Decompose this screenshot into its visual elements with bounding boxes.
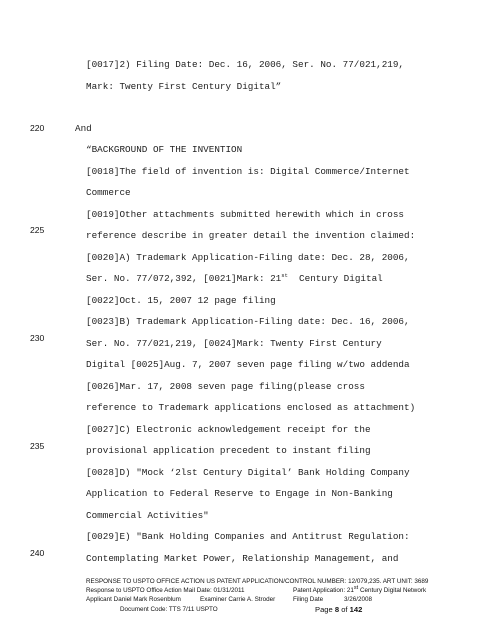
text-line: [0019]Other attachments submitted herewith which in cross bbox=[86, 209, 405, 220]
footer-applicant: Applicant Daniel Mark Rosenblum bbox=[86, 596, 181, 603]
text-line: [0028]D) "Mock ‘2lst Century Digital’ Bank Holding Company bbox=[86, 467, 410, 478]
text-line: [0029]E) "Bank Holding Companies and Antitrust Regulation: bbox=[86, 531, 410, 542]
line-number: 240 bbox=[30, 548, 45, 558]
footer-line bbox=[293, 584, 427, 594]
line-number: 220 bbox=[30, 123, 45, 133]
line-number: 230 bbox=[30, 333, 45, 343]
footer-filing-date: 3/26/2008 bbox=[344, 596, 373, 603]
footer-fragment: Century Digital Network bbox=[358, 587, 427, 594]
footer-doc-code: Document Code: TTS 7/11 USPTO bbox=[120, 606, 218, 613]
text-fragment: Ser. No. 77/072,392, [0021]Mark: 21 bbox=[86, 273, 282, 284]
text-line: [0020]A) Trademark Application-Filing date: Dec. 28, 2006, bbox=[86, 252, 410, 263]
text-line: Ser. No. 77/021,219, [0024]Mark: Twenty First Century bbox=[86, 338, 382, 349]
footer-line: Response to USPTO Office Action Mail Date: 01/31/2011 bbox=[86, 587, 245, 594]
text-line: [0022]Oct. 15, 2007 12 page filing bbox=[86, 295, 276, 306]
text-line: Digital [0025]Aug. 7, 2007 seven page filing w/two addenda bbox=[86, 359, 410, 370]
footer-examiner: Examiner Carrie A. Stroder bbox=[200, 596, 276, 603]
text-line: [0018]The field of invention is: Digital Commerce/Internet bbox=[86, 166, 410, 177]
page-prefix: Page bbox=[315, 605, 335, 614]
line-number: 225 bbox=[30, 225, 45, 235]
page-indicator bbox=[315, 605, 362, 614]
text-line: And bbox=[75, 123, 92, 134]
text-line: [0017]2) Filing Date: Dec. 16, 2006, Ser. No. 77/021,219, bbox=[86, 59, 405, 70]
text-line: [0026]Mar. 17, 2008 seven page filing(please cross bbox=[86, 381, 365, 392]
text-line: provisional application precedent to instant filing bbox=[86, 445, 371, 456]
text-line bbox=[86, 273, 383, 284]
text-line: Application to Federal Reserve to Engage in Non-Banking bbox=[86, 488, 393, 499]
text-line: [0023]B) Trademark Application-Filing date: Dec. 16, 2006, bbox=[86, 316, 410, 327]
text-line: Commerce bbox=[86, 187, 131, 198]
text-line: reference describe in greater detail the invention claimed: bbox=[86, 230, 416, 241]
footer-filing-label: Filing Date bbox=[293, 596, 324, 603]
text-line: Mark: Twenty First Century Digital” bbox=[86, 81, 282, 92]
page-total: 142 bbox=[349, 605, 363, 614]
page-number: 8 bbox=[334, 605, 340, 614]
text-line: reference to Trademark applications enclosed as attachment) bbox=[86, 402, 416, 413]
text-line: “BACKGROUND OF THE INVENTION bbox=[86, 144, 243, 155]
footer-line: RESPONSE TO USPTO OFFICE ACTION US PATENT APPLICATION/CONTROL NUMBER: 12/079,235. ART UNIT: 3689 bbox=[86, 578, 429, 585]
text-line: Commercial Activities" bbox=[86, 510, 209, 521]
text-line: Contemplating Market Power, Relationship Management, and bbox=[86, 553, 399, 564]
footer-fragment: Patent Application: 21 bbox=[293, 587, 354, 594]
line-number: 235 bbox=[30, 441, 45, 451]
superscript: st bbox=[353, 584, 359, 591]
page-of: of bbox=[339, 605, 350, 614]
text-fragment: Century Digital bbox=[287, 273, 383, 284]
superscript: st bbox=[281, 271, 288, 279]
text-line: [0027]C) Electronic acknowledgement receipt for the bbox=[86, 424, 371, 435]
